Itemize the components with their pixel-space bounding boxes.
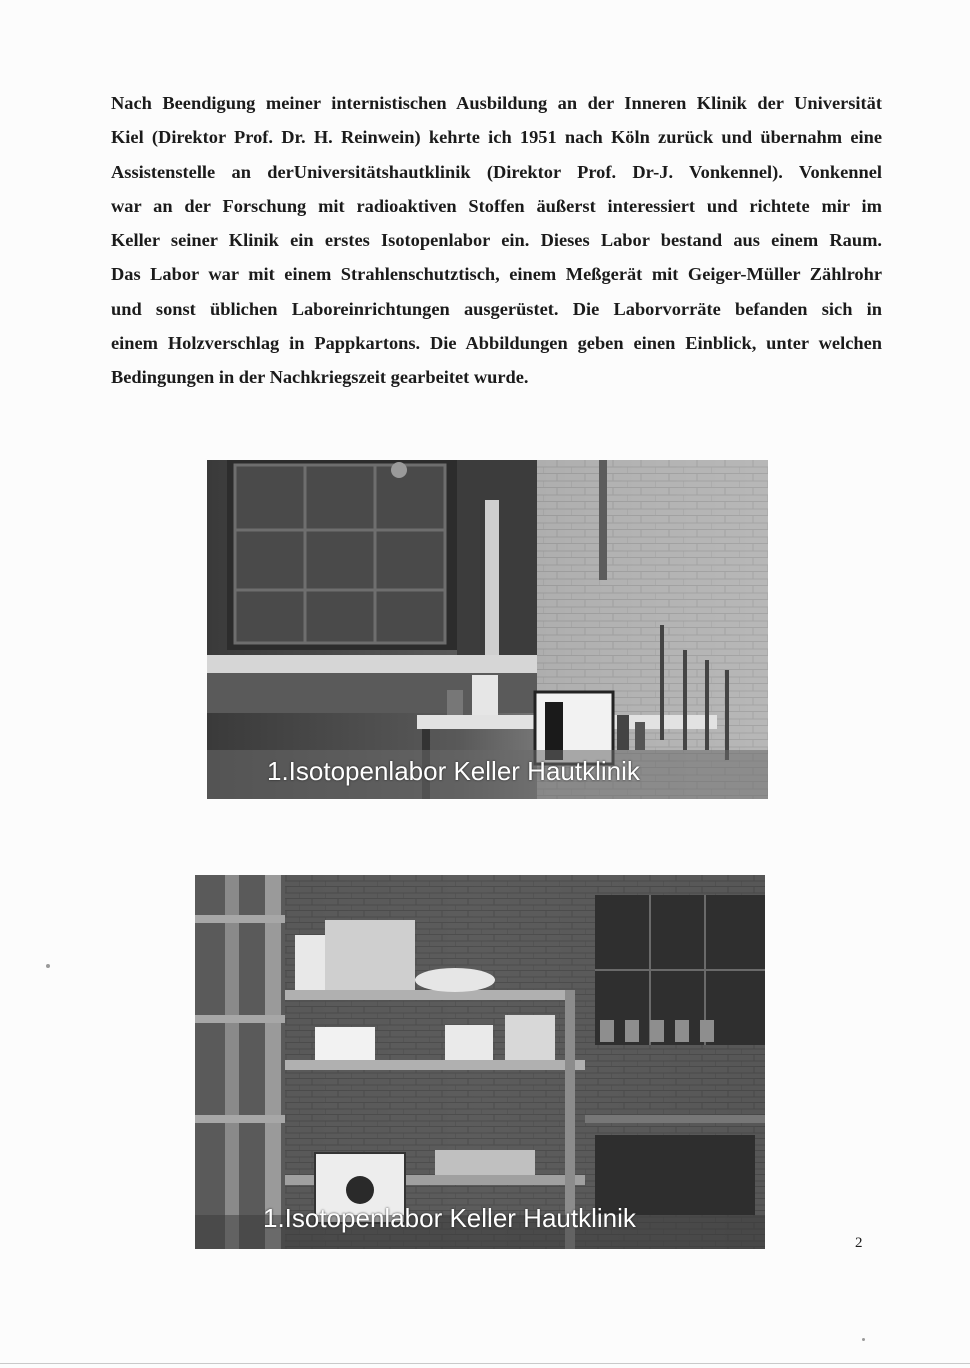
lab-photo-2-image [195, 875, 765, 1249]
text-line: Nach Beendigung meiner internistischen Ausbildung an der Inneren Klinik der Universität [111, 93, 882, 113]
text-line: Assistenstelle an derUniversitätshautklinik (Direktor Prof. Dr-J. Vonkennel). Vonkennel [111, 161, 882, 182]
scan-speck [46, 964, 50, 968]
lab-photo-1 [207, 460, 768, 799]
text-line: Bedingungen in der Nachkriegszeit gearbeitet wurde. [111, 367, 529, 388]
text-line: Kiel (Direktor Prof. Dr. H. Reinwein) kehrte ich 1951 nach Köln zurück und übernahm eine [111, 127, 882, 148]
scan-edge-line [0, 1363, 970, 1364]
text-line: Keller seiner Klinik ein erstes Isotopenlabor ein. Dieses Labor bestand aus einem Raum. [111, 230, 882, 251]
lab-photo-2 [195, 875, 765, 1249]
text-line: einem Holzverschlag in Pappkartons. Die Abbildungen geben einen Einblick, unter welchen [111, 333, 882, 354]
lab-photo-1-image [207, 460, 768, 799]
body-paragraph [111, 86, 882, 395]
text-line: war an der Forschung mit radioaktiven Stoffen äußerst interessiert und richtete mir im [111, 195, 882, 216]
photo-2-caption: 1.Isotopenlabor Keller Hautklinik [263, 1203, 636, 1233]
photo-1-caption: 1.Isotopenlabor Keller Hautklinik [267, 756, 640, 786]
text-line: und sonst üblichen Laboreinrichtungen ausgerüstet. Die Laborvorräte befanden sich in [111, 298, 882, 319]
scan-speck [862, 1338, 865, 1341]
page-number: 2 [855, 1235, 863, 1251]
text-line: Das Labor war mit einem Strahlenschutztisch, einem Meßgerät mit Geiger-Müller Zählrohr [111, 264, 882, 285]
